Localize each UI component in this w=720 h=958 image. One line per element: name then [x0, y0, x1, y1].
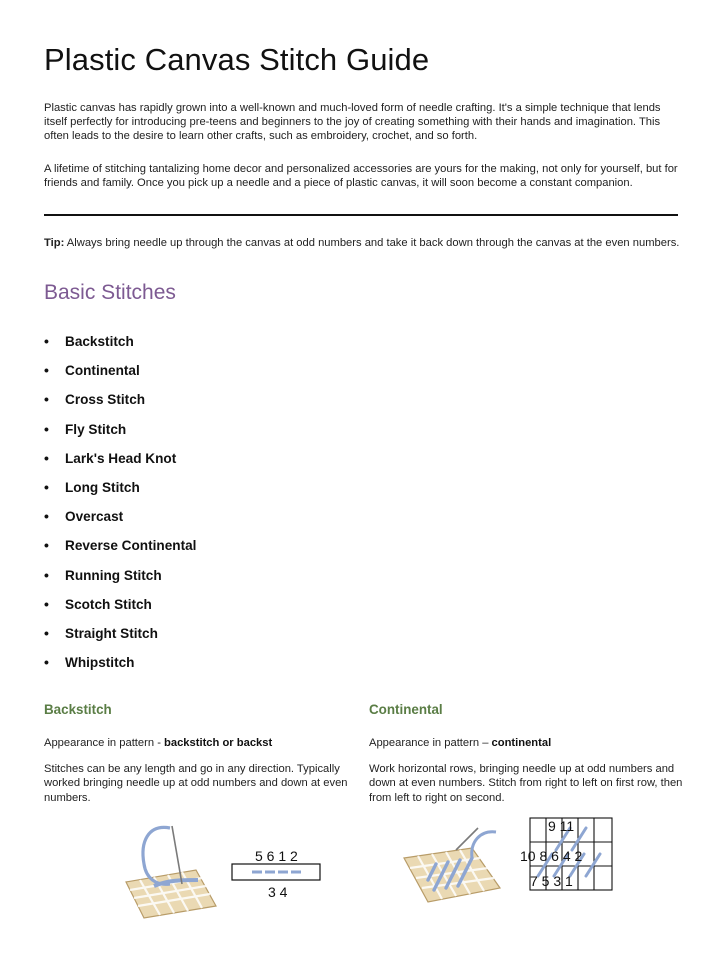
- list-item: [44, 564, 196, 593]
- list-item: [44, 505, 196, 534]
- diagram-middle-numbers: 10 8 6 4 2: [520, 848, 583, 864]
- list-item-label: Whipstitch: [65, 655, 135, 671]
- bullet-icon: •: [44, 333, 49, 349]
- bullet-icon: •: [44, 478, 49, 495]
- list-item-label: Reverse Continental: [65, 538, 197, 554]
- bullet-icon: •: [44, 566, 49, 583]
- continental-section: [369, 702, 685, 805]
- continental-appearance: [369, 736, 685, 750]
- plastic-canvas-grid-icon: [126, 870, 216, 918]
- list-item: [44, 622, 196, 651]
- list-item-label: Running Stitch: [65, 567, 162, 583]
- continental-canvas-illustration: [400, 824, 510, 916]
- tip-text: Always bring needle up through the canvas at odd numbers and take it back down through the canvas at the even numbers.: [64, 237, 680, 249]
- stitch-list: [44, 330, 196, 680]
- diagram-bottom-numbers: 3 4: [268, 884, 288, 900]
- appearance-value: continental: [491, 737, 552, 749]
- basic-stitches-heading: Basic Stitches: [44, 281, 176, 304]
- list-item: [44, 418, 196, 447]
- list-item: [44, 388, 196, 417]
- list-item-label: Overcast: [65, 509, 124, 525]
- bullet-icon: •: [44, 624, 49, 641]
- backstitch-heading: Backstitch: [44, 702, 112, 717]
- bullet-icon: •: [44, 508, 49, 525]
- list-item: [44, 330, 196, 359]
- backstitch-number-diagram: [228, 842, 324, 902]
- tip-paragraph: [44, 236, 684, 250]
- tip-label: Tip:: [44, 237, 65, 249]
- list-item: [44, 534, 196, 563]
- bullet-icon: •: [44, 449, 49, 466]
- bullet-icon: •: [44, 654, 49, 671]
- needle-icon: [456, 828, 478, 850]
- list-item: [44, 476, 196, 505]
- bullet-icon: •: [44, 537, 49, 554]
- bullet-icon: •: [44, 595, 49, 612]
- horizontal-divider: [44, 214, 678, 216]
- bullet-icon: •: [44, 420, 49, 437]
- list-item-label: Straight Stitch: [65, 625, 158, 641]
- bullet-icon: •: [44, 362, 49, 379]
- appearance-prefix: Appearance in pattern -: [44, 737, 165, 749]
- list-item-label: Lark's Head Knot: [65, 450, 177, 466]
- bullet-icon: •: [44, 391, 49, 408]
- list-item: [44, 651, 196, 680]
- page-title: Plastic Canvas Stitch Guide: [44, 42, 430, 77]
- intro-paragraph-1: Plastic canvas has rapidly grown into a well-known and much-loved form of needle crafting. It's a simple technique that lends itself perfectly for introducing pre-teens and beginners to the joy of creating something with their hands and imagination. This often leads to the desire to learn other crafts, such as embroidery, crochet, and so forth.: [44, 102, 661, 142]
- list-item: [44, 593, 196, 622]
- appearance-prefix: Appearance in pattern –: [369, 737, 492, 749]
- diagram-frame: [232, 864, 320, 880]
- diagram-top-numbers: 9 11: [548, 818, 575, 834]
- diagram-top-numbers: 5 6 1 2: [255, 848, 298, 864]
- backstitch-canvas-illustration: [118, 820, 222, 920]
- list-item: [44, 447, 196, 476]
- continental-description: Work horizontal rows, bringing needle up at odd numbers and down at even numbers. Stitch from right to left on first row, then from left to right on second.: [369, 763, 683, 804]
- list-item-label: Cross Stitch: [65, 392, 146, 408]
- backstitch-description: Stitches can be any length and go in any direction. Typically worked bringing needle up at odd numbers and down at even numbers.: [44, 763, 348, 804]
- intro-paragraph-2: A lifetime of stitching tantalizing home decor and personalized accessories are yours for the making, not only for yourself, but for friends and family. Once you pick up a needle and a piece of plastic canvas, it will soon become a constant companion.: [44, 163, 678, 189]
- list-item-label: Scotch Stitch: [65, 596, 152, 612]
- list-item-label: Fly Stitch: [65, 421, 127, 437]
- list-item-label: Long Stitch: [65, 479, 140, 495]
- continental-number-diagram: [516, 814, 616, 896]
- list-item-label: Backstitch: [65, 334, 134, 349]
- list-item: [44, 359, 196, 388]
- backstitch-appearance: [44, 736, 364, 750]
- continental-heading: Continental: [369, 702, 443, 717]
- backstitch-section: [44, 702, 364, 805]
- diagram-bottom-numbers: 7 5 3 1: [530, 873, 573, 889]
- list-item-label: Continental: [65, 363, 140, 379]
- appearance-value: backstitch or backst: [164, 737, 273, 749]
